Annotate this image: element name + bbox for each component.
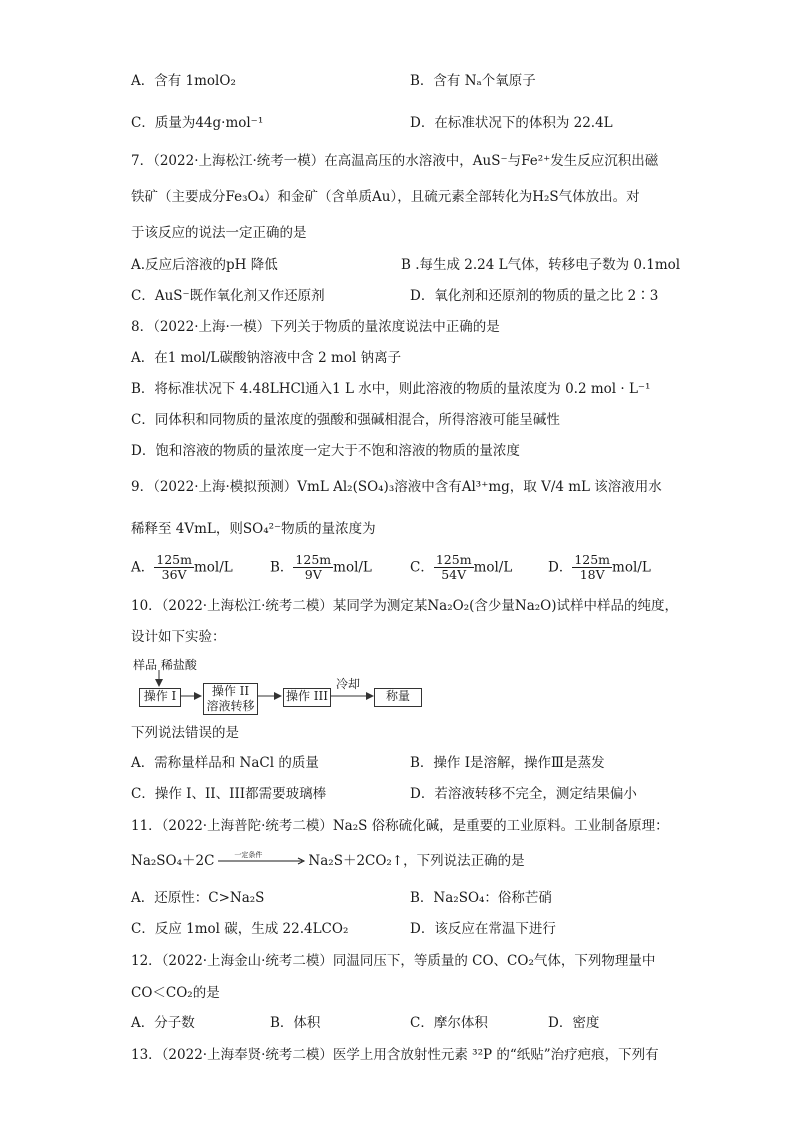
q9-option-d-numerator: 125m — [574, 552, 611, 567]
q10-option-b: B．操作 I是溶解，操作Ⅲ是蒸发 — [410, 755, 605, 771]
flow-box-operation-3: 操作 III — [283, 688, 331, 707]
q8-option-c: C．同体积和同物质的量浓度的强酸和强碱相混合，所得溶液可能呈碱性 — [131, 412, 560, 428]
q11-option-b: B．Na₂SO₄：俗称芒硝 — [410, 890, 552, 906]
q7-option-b: B .每生成 2.24 L气体，转移电子数为 0.1mol — [401, 257, 681, 273]
q7-stem-line1: 7．（2022·上海松江·统考一模）在高温高压的水溶液中，AuS⁻与Fe²⁺发生反应沉积出磁 — [131, 153, 659, 169]
q10-option-c: C．操作 I、II、III都需要玻璃棒 — [131, 786, 327, 802]
q12-stem-line1: 12．（2022·上海金山·统考二模）同温同压下，等质量的 CO、CO₂气体，下列物理量中 — [131, 953, 656, 969]
q12-option-d: D．密度 — [548, 1015, 600, 1031]
q9-option-c-fraction — [434, 553, 474, 582]
flow-cooling-label: 冷却 — [336, 677, 361, 691]
flow-box-operation-2-line1: 操作 II — [211, 684, 250, 698]
q9-option-b-unit: mol/L — [333, 559, 372, 576]
q7-stem-line2: 铁矿（主要成分Fe₃O₄）和金矿（含单质Au），且硫元素全部转化为H₂S气体放出。对 — [131, 189, 640, 205]
q9-stem-line1: 9．（2022·上海·模拟预测）VmL Al₂(SO₄)₃溶液中含有Al³⁺mg，取 V/4 mL 该溶液用水 — [131, 479, 662, 495]
q8-stem: 8．（2022·上海·一模）下列关于物质的量浓度说法中正确的是 — [131, 319, 500, 335]
q10-option-a: A．需称量样品和 NaCl 的质量 — [131, 755, 319, 771]
q9-option-a — [131, 553, 233, 582]
q12-option-a: A．分子数 — [131, 1015, 195, 1031]
q9-option-b-fraction — [293, 553, 333, 582]
q12-option-b: B．体积 — [270, 1015, 321, 1031]
q9-option-b-numerator: 125m — [295, 552, 332, 567]
flow-box-operation-2 — [203, 683, 258, 715]
q11-option-d: D．该反应在常温下进行 — [410, 921, 556, 937]
q9-option-d-fraction — [572, 553, 612, 582]
flow-box-weigh: 称量 — [374, 688, 422, 707]
q9-option-d-label: D． — [548, 559, 573, 576]
q13-stem-line1: 13．（2022·上海奉贤·统考二模）医学上用含放射性元素 ³²P 的“纸贴”治疗疤痕，下列有 — [131, 1047, 659, 1063]
q9-stem-line2: 稀释至 4VmL，则SO₄²⁻物质的量浓度为 — [131, 521, 376, 537]
q10-stem-line3: 下列说法错误的是 — [131, 725, 239, 741]
q9-option-b-denominator: 9V — [304, 567, 322, 582]
q9-option-a-numerator: 125m — [156, 552, 192, 567]
flow-box-operation-1: 操作 I — [139, 688, 181, 707]
q9-option-a-label: A． — [131, 559, 155, 576]
q9-option-d-unit: mol/L — [612, 559, 651, 576]
flow-input-label: 样品 稀盐酸 — [133, 658, 197, 672]
q11-equation — [131, 852, 525, 870]
q9-option-c-label: C． — [410, 559, 434, 576]
q11-equation-left: Na₂SO₄＋2C — [131, 853, 215, 869]
q10-stem-line2: 设计如下实验： — [131, 629, 226, 645]
q7-option-a: A.反应后溶液的pH 降低 — [131, 257, 278, 273]
q6-option-d: D．在标准状况下的体积为 22.4L — [410, 115, 613, 131]
q11-option-a: A．还原性：C>Na₂S — [131, 890, 265, 906]
q7-option-c: C．AuS⁻既作氧化剂又作还原剂 — [131, 288, 325, 304]
q6-option-c: C．质量为44g·mol⁻¹ — [131, 115, 264, 131]
q9-option-c-numerator: 125m — [435, 552, 472, 567]
q9-option-b-label: B． — [270, 559, 294, 576]
q11-equation-arrow — [214, 852, 308, 870]
q6-option-a: A．含有 1molO₂ — [131, 73, 236, 89]
q11-equation-right: Na₂S＋2CO₂↑，下列说法正确的是 — [308, 853, 525, 869]
q7-stem-line3: 于该反应的说法一定正确的是 — [131, 225, 307, 241]
q9-option-c-unit: mol/L — [473, 559, 513, 576]
q7-option-d: D．氧化剂和还原剂的物质的量之比 2∶3 — [410, 288, 659, 304]
q11-equation-condition: 一定条件 — [234, 851, 263, 859]
q11-option-c: C．反应 1mol 碳，生成 22.4LCO₂ — [131, 921, 349, 937]
q9-option-d — [548, 553, 651, 582]
q12-stem-line2: CO＜CO₂的是 — [131, 985, 220, 1001]
q9-option-d-denominator: 18V — [579, 567, 605, 582]
q9-option-b — [270, 553, 372, 582]
reaction-arrow-icon — [214, 852, 308, 870]
q8-option-a: A．在1 mol/L碳酸钠溶液中含 2 mol 钠离子 — [131, 350, 402, 366]
flow-box-operation-2-line2: 溶液转移 — [206, 699, 255, 713]
q12-option-c: C．摩尔体积 — [410, 1015, 488, 1031]
q9-option-c — [410, 553, 512, 582]
q9-option-a-unit: mol/L — [193, 559, 233, 576]
q8-option-d: D．饱和溶液的物质的量浓度一定大于不饱和溶液的物质的量浓度 — [131, 443, 520, 459]
q9-option-a-denominator: 36V — [161, 567, 187, 582]
q6-option-b: B．含有 Nₐ个氧原子 — [410, 73, 536, 89]
q9-option-a-fraction — [154, 553, 194, 582]
q11-stem-line1: 11．（2022·上海普陀·统考二模）Na₂S 俗称硫化碱，是重要的工业原料。工业制备原理： — [131, 818, 669, 834]
q9-option-c-denominator: 54V — [441, 567, 467, 582]
q8-option-b: B．将标准状况下 4.48LHCl通入1 L 水中，则此溶液的物质的量浓度为 0.2 mol · L⁻¹ — [131, 381, 651, 397]
q10-stem-line1: 10．（2022·上海松江·统考二模）某同学为测定某Na₂O₂(含少量Na₂O)试样中样品的纯度， — [131, 598, 678, 614]
q10-option-d: D．若溶液转移不完全，测定结果偏小 — [410, 786, 637, 802]
